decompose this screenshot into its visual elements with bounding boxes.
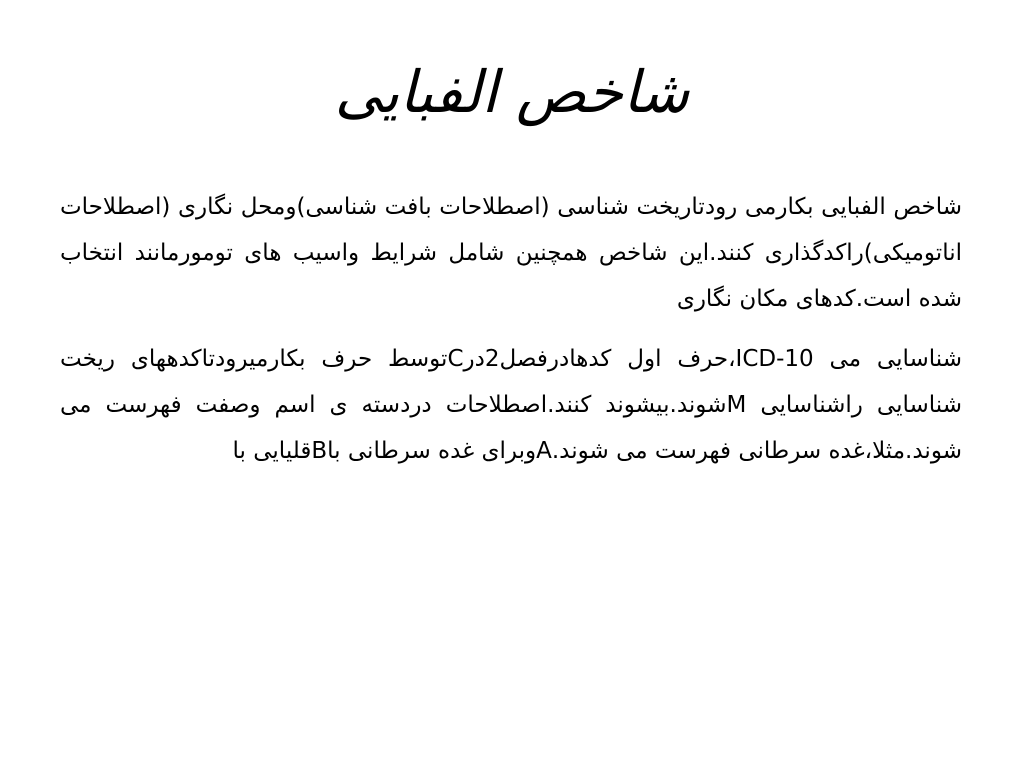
body-paragraph-1: شاخص الفبایی بکارمی رودتاریخت شناسی (اصطلاحات بافت شناسی)ومحل نگاری (اصطلاحات اناتومیکی)راکدگذاری کنند.این شاخص همچنین شامل شرایط واسیب های تومورمانند انتخاب شده است.کدهای مکان نگاری bbox=[60, 194, 962, 312]
body-paragraph-2: شناسایی می ICD-10،حرف اول کدهادرفصل2درCتوسط حرف بکارمیرودتاکدههای ریخت شناسایی راشناسایی Mشوند.بیشوند کنند.اصطلاحات دردسته ی اسم وصفت فهرست می شوند.مثلا،غده سرطانی فهرست می شوند.Aوبرای غده سرطانی باBقلیایی با bbox=[60, 346, 962, 464]
slide-title: شاخص الفبایی bbox=[334, 58, 690, 126]
slide-body bbox=[60, 184, 962, 474]
